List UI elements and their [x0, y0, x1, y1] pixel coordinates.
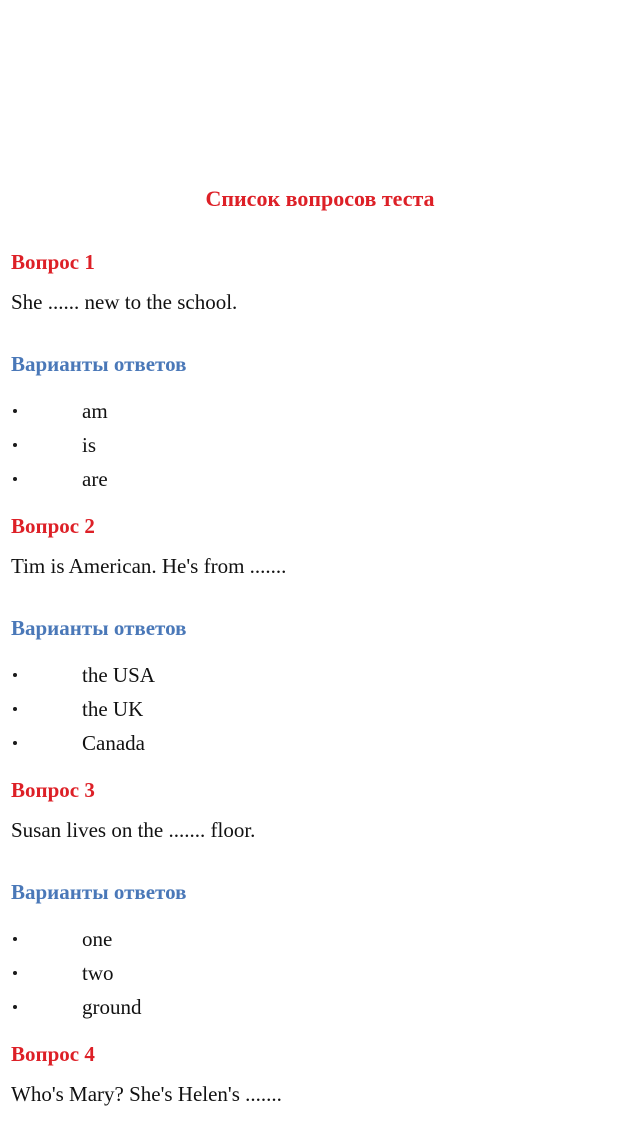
answer-options-heading-2: Варианты ответов — [11, 616, 187, 640]
list-item — [11, 956, 629, 990]
option-label: are — [82, 466, 108, 491]
question-1-heading: Вопрос 1 — [11, 250, 95, 274]
page-title: Список вопросов теста — [205, 186, 435, 211]
list-item — [11, 428, 629, 462]
bullet-icon — [13, 443, 17, 447]
bullet-icon — [13, 1005, 17, 1009]
question-3-heading: Вопрос 3 — [11, 778, 95, 802]
list-item — [11, 726, 629, 760]
answer-options-heading-3: Варианты ответов — [11, 880, 187, 904]
list-item — [11, 990, 629, 1024]
option-label: Canada — [82, 730, 145, 755]
question-4-text: Who's Mary? She's Helen's ....... — [11, 1082, 282, 1106]
question-block-4 — [11, 1041, 629, 1107]
question-2-heading: Вопрос 2 — [11, 514, 95, 538]
question-block-3 — [11, 777, 629, 1024]
list-item — [11, 462, 629, 496]
question-block-2 — [11, 513, 629, 760]
question-2-text: Tim is American. He's from ....... — [11, 554, 287, 578]
options-list-1 — [11, 394, 629, 496]
option-label: one — [82, 926, 113, 951]
question-1-text: She ...... new to the school. — [11, 290, 238, 314]
answer-options-heading-1: Варианты ответов — [11, 352, 187, 376]
option-label: am — [82, 398, 108, 423]
option-label: ground — [82, 994, 142, 1019]
option-label: is — [82, 432, 97, 457]
bullet-icon — [13, 971, 17, 975]
question-4-heading: Вопрос 4 — [11, 1042, 95, 1066]
bullet-icon — [13, 477, 17, 481]
question-block-1 — [11, 249, 629, 496]
bullet-icon — [13, 707, 17, 711]
option-label: the USA — [82, 662, 155, 687]
bullet-icon — [13, 741, 17, 745]
list-item — [11, 658, 629, 692]
bullet-icon — [13, 409, 17, 413]
list-item — [11, 692, 629, 726]
option-label: the UK — [82, 696, 144, 721]
option-label: two — [82, 960, 114, 985]
bullet-icon — [13, 937, 17, 941]
list-item — [11, 394, 629, 428]
list-item — [11, 922, 629, 956]
bullet-icon — [13, 673, 17, 677]
question-3-text: Susan lives on the ....... floor. — [11, 818, 256, 842]
options-list-2 — [11, 658, 629, 760]
options-list-3 — [11, 922, 629, 1024]
